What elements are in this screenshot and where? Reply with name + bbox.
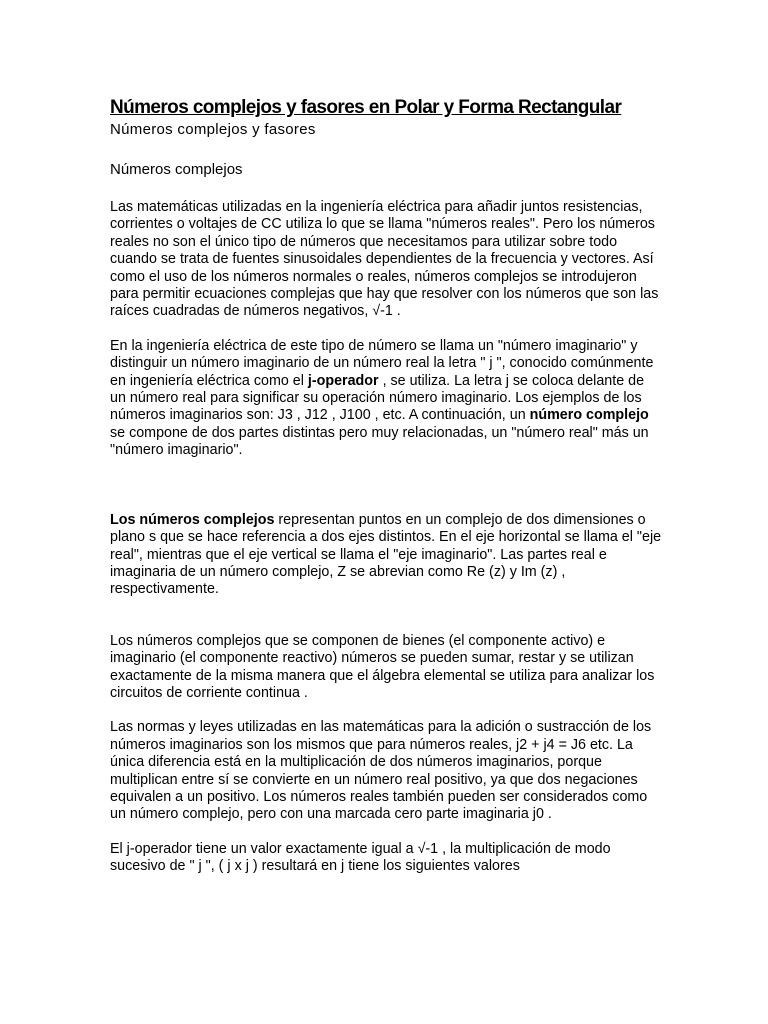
paragraph-1 xyxy=(110,199,662,321)
text-run: Las normas y leyes utilizadas en las matemáticas para la adición o sustracción de los números imaginarios son los mismos que para números reales, j2 + j4 = J6 etc. La única diferencia está en la multiplicación de dos números imaginarios, porque multiplican entre sí se convierte en un número real positivo, ya que dos negaciones equivalen a un positivo. Los números reales también pueden ser considerados como un número complejo, pero con una marcada cero parte imaginaria j0 . xyxy=(110,719,652,823)
bold-term: Los números complejos xyxy=(110,511,275,528)
paragraph-3 xyxy=(110,512,662,599)
text-run: representan puntos en un complejo de dos dimensiones o plano s que se hace referencia a dos ejes distintos. En el eje horizontal se llama el "eje real", mientras que el eje vertical se llama el "eje imaginario". Las partes real e imaginaria de un número complejo, Z se abrevian como Re (z) y Im (z) , respectivamente. xyxy=(110,511,662,598)
section-heading: Números complejos xyxy=(110,161,243,178)
text-run: En la ingeniería eléctrica de este tipo de número se llama un "número imaginario" y distinguir un número imaginario de un número real la letra " j ", conocido comúnmente en ingeniería eléctrica como el xyxy=(110,337,654,389)
text-run: Los números complejos que se componen de bienes (el componente activo) e imaginario (el componente reactivo) números se pueden sumar, restar y se utilizan exactamente de la misma manera que el álgebra elemental se utiliza para analizar los circuitos de corriente continua . xyxy=(110,632,655,701)
document-page xyxy=(110,96,662,893)
document-title: Números complejos y fasores en Polar y Forma Rectangular xyxy=(110,97,622,118)
paragraph-2 xyxy=(110,338,662,460)
document-subtitle: Números complejos y fasores xyxy=(110,121,316,138)
text-run: Las matemáticas utilizadas en la ingeniería eléctrica para añadir juntos resistencias, corrientes o voltajes de CC utiliza lo que se llama "números reales". Pero los números reales no son el único tipo de números que necesitamos para utilizar sobre todo cuando se trata de fuentes sinusoidales dependientes de la frecuencia y vectores. Así como el uso de los números normales o reales, números complejos se introdujeron para permitir ecuaciones complejas que hay que resolver con los números que son las raíces cuadradas de números negativos, √-1 . xyxy=(110,199,659,320)
bold-term: j-operador xyxy=(307,372,379,389)
paragraph-5 xyxy=(110,719,662,823)
text-run: se compone de dos partes distintas pero muy relacionadas, un "número real" más un "número imaginario". xyxy=(110,424,649,459)
paragraph-4 xyxy=(110,633,662,703)
text-run: El j-operador tiene un valor exactamente igual a √-1 , la multiplicación de modo sucesivo de " j ", ( j x j ) resultará en j tiene los siguientes valores xyxy=(110,840,611,875)
bold-term: número complejo xyxy=(529,407,649,424)
paragraph-6 xyxy=(110,841,662,876)
text-run: , se utiliza. La letra j se coloca delante de un número real para significar su operación número imaginario. Los ejemplos de los números imaginarios son: J3 , J12 , J100 , etc. A continuación, un xyxy=(110,372,645,424)
